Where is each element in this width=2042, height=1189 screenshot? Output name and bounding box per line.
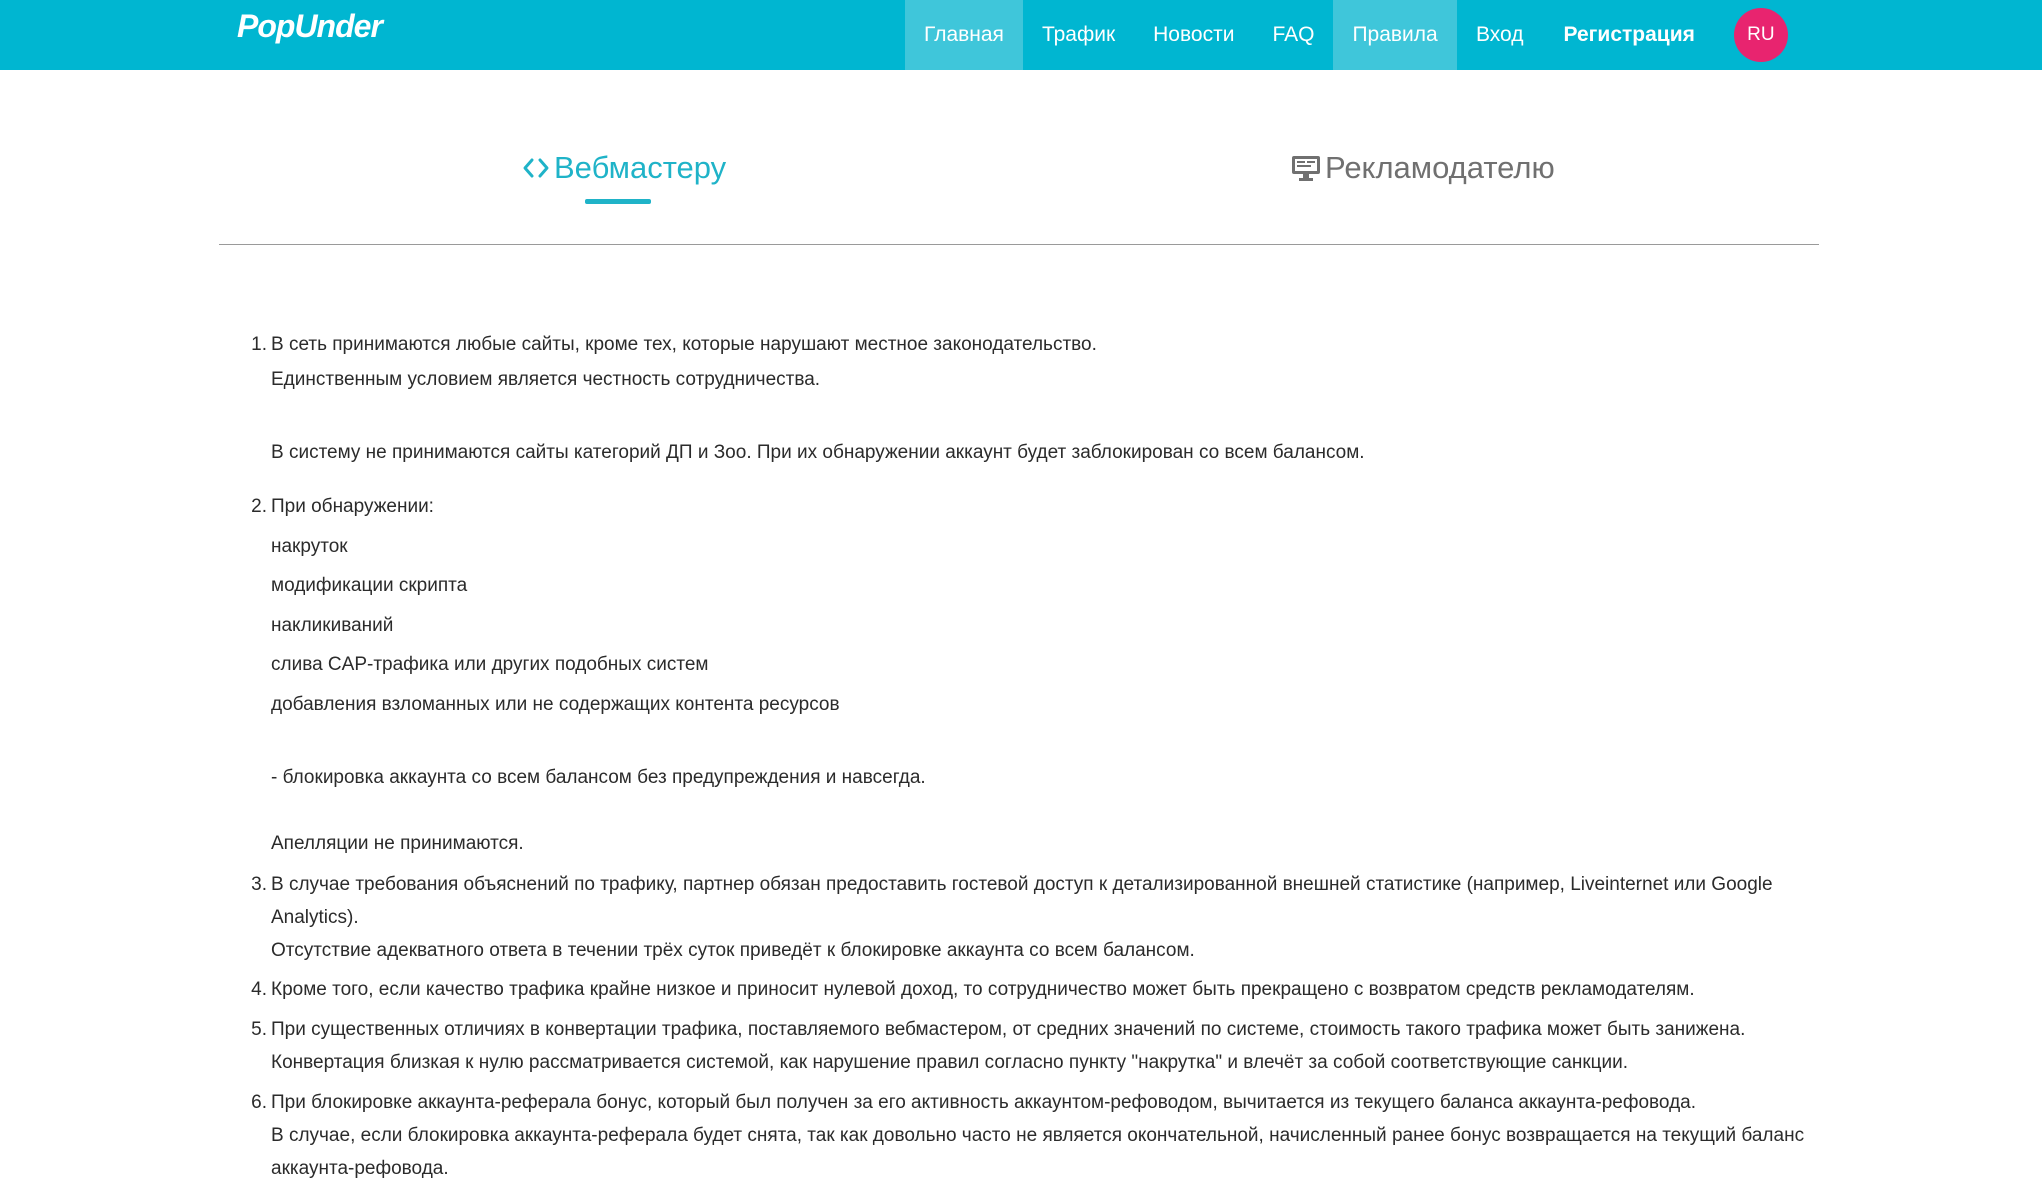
top-navbar [0, 0, 2042, 70]
active-tab-indicator [585, 199, 651, 204]
rule-text: При существенных отличиях в конвертации трафика, поставляемого вебмастером, от средних значений по системе, стоимость такого трафика может быть занижена. [271, 1019, 1746, 1040]
rule-text: аккаунта-рефовода. [271, 1158, 449, 1179]
rule-text: В случае требования объяснений по трафику, партнер обязан предоставить гостевой доступ к детализированной внешней статистике (например, Liveinternet или Google [271, 874, 1773, 895]
rule-text: модификации скрипта [271, 575, 468, 596]
rule-text: добавления взломанных или не содержащих контента ресурсов [271, 694, 840, 715]
register-link[interactable]: Регистрация [1563, 23, 1695, 46]
site-logo[interactable]: PopUnder [237, 8, 382, 44]
language-switcher[interactable]: RU [1734, 8, 1788, 62]
tab-webmaster-label: Вебмастеру [554, 150, 727, 185]
login-link[interactable]: Вход [1476, 23, 1524, 46]
tab-advertiser[interactable] [1291, 150, 1555, 186]
monitor-icon [1291, 154, 1321, 182]
rule-number: 1. [251, 334, 267, 355]
rule-text: Отсутствие адекватного ответа в течении трёх суток приведёт к блокировке аккаунта со всем балансом. [271, 940, 1195, 961]
rule-text: Кроме того, если качество трафика крайне низкое и приносит нулевой доход, то сотрудничество может быть прекращено с возвратом средств рекламодателям. [271, 979, 1695, 1000]
rule-text: слива CAP-трафика или других подобных систем [271, 654, 709, 675]
nav-item-faq[interactable]: FAQ [1272, 23, 1315, 46]
rule-text: накруток [271, 536, 348, 557]
rule-number: 5. [251, 1019, 267, 1040]
auth-links [1476, 0, 1788, 70]
tab-advertiser-label: Рекламодателю [1325, 150, 1555, 185]
rule-text: В случае, если блокировка аккаунта-реферала будет снята, так как довольно часто не является окончательной, начисленный ранее бонус возвращается на текущий баланс [271, 1125, 1805, 1146]
nav-item-traffic[interactable]: Трафик [1041, 23, 1116, 46]
tab-webmaster[interactable] [522, 150, 726, 186]
rule-text: Конвертация близкая к нулю рассматривается системой, как нарушение правил согласно пункту "накрутка" и влечёт за собой соответствующие санкции. [271, 1052, 1629, 1073]
rule-text: - блокировка аккаунта со всем балансом без предупреждения и навсегда. [271, 767, 926, 788]
nav-item-home[interactable]: Главная [905, 0, 1023, 70]
rule-number: 4. [251, 979, 267, 1000]
rule-number: 2. [251, 496, 267, 517]
code-icon [522, 157, 550, 179]
rule-text: Единственным условием является честность сотрудничества. [271, 369, 821, 390]
rule-text: Апелляции не принимаются. [271, 833, 524, 854]
rule-text: Analytics). [271, 907, 359, 928]
rule-text: В систему не принимаются сайты категорий ДП и Зоо. При их обнаружении аккаунт будет заблокирован со всем балансом. [271, 442, 1365, 463]
rule-number: 3. [251, 874, 267, 895]
rule-number: 6. [251, 1092, 267, 1113]
main-nav [905, 0, 1457, 70]
rule-text: При блокировке аккаунта-реферала бонус, который был получен за его активность аккаунтом-рефоводом, вычитается из текущего баланса аккаунта-рефовода. [271, 1092, 1697, 1113]
nav-item-news[interactable]: Новости [1153, 23, 1235, 46]
nav-item-rules[interactable]: Правила [1333, 0, 1456, 70]
tabs-divider [219, 244, 1819, 245]
rule-text: В сеть принимаются любые сайты, кроме тех, которые нарушают местное законодательство. [271, 334, 1097, 355]
rule-text: накликиваний [271, 615, 394, 636]
rule-text: При обнаружении: [271, 496, 434, 517]
